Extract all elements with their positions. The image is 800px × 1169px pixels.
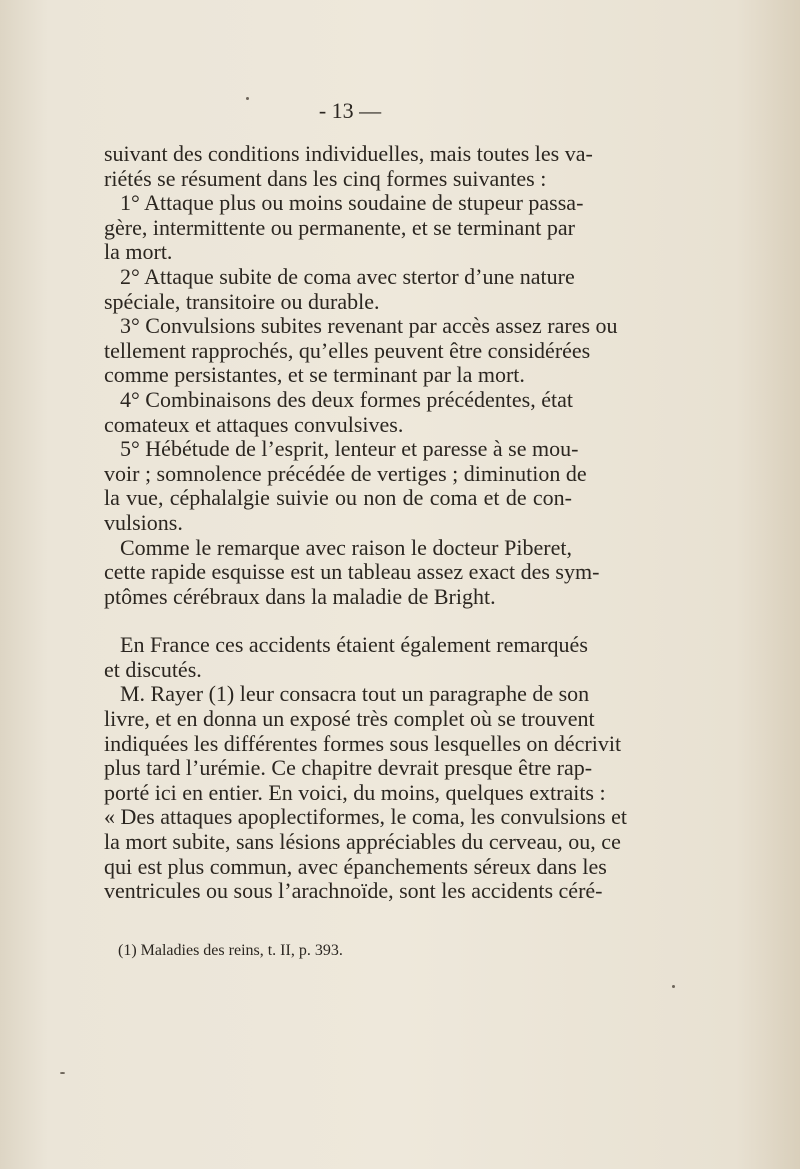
text-line: qui est plus commun, avec épanchements séreux dans les: [104, 853, 607, 879]
text-line: tellement rapprochés, qu’elles peuvent être considérées: [104, 337, 591, 363]
text-line: livre, et en donna un exposé très complet où se trouvent: [104, 706, 595, 732]
paper-speck: [60, 1072, 65, 1074]
text-line: suivant des conditions individuelles, mais toutes les va-: [104, 141, 593, 166]
text-line: et discutés.: [104, 656, 202, 682]
text-line: ventricules ou sous l’arachnoïde, sont les accidents céré-: [104, 878, 603, 904]
page-number: - 13 —: [318, 98, 382, 123]
text-line: Comme le remarque avec raison le docteur Piberet,: [120, 534, 572, 560]
text-line: la mort subite, sans lésions appréciables du cerveau, ou, ce: [104, 829, 621, 855]
text-line: 5° Hébétude de l’esprit, lenteur et paresse à se mou-: [120, 436, 579, 462]
text-line: riétés se résument dans les cinq formes suivantes :: [104, 165, 547, 191]
text-line: spéciale, transitoire ou durable.: [104, 288, 380, 314]
text-line: 4° Combinaisons des deux formes précédentes, état: [120, 386, 573, 412]
text-line: « Des attaques apoplectiformes, le coma, les convulsions et: [104, 804, 627, 830]
text-line: voir ; somnolence précédée de vertiges ; diminution de: [104, 460, 587, 486]
text-line: plus tard l’urémie. Ce chapitre devrait presque être rap-: [104, 755, 593, 781]
text-line: gère, intermittente ou permanente, et se terminant par: [104, 214, 575, 240]
paper-speck: [246, 97, 249, 100]
text-line: porté ici en entier. En voici, du moins, quelques extraits :: [104, 779, 606, 805]
text-line: comme persistantes, et se terminant par la mort.: [104, 362, 525, 388]
text-line: vulsions.: [104, 509, 183, 535]
text-line: la mort.: [104, 239, 173, 265]
text-line: ptômes cérébraux dans la maladie de Bright.: [104, 583, 496, 609]
text-line: M. Rayer (1) leur consacra tout un paragraphe de son: [120, 681, 590, 707]
paper-speck: [672, 985, 675, 988]
text-line: 3° Convulsions subites revenant par accès assez rares ou: [120, 313, 618, 339]
footnote: (1) Maladies des reins, t. II, p. 393.: [118, 942, 343, 959]
text-line: cette rapide esquisse est un tableau assez exact des sym-: [104, 559, 600, 585]
text-line: En France ces accidents étaient également remarqués: [120, 632, 588, 658]
body-text: [104, 141, 627, 904]
text-line: 1° Attaque plus ou moins soudaine de stupeur passa-: [120, 190, 584, 216]
text-line: comateux et attaques convulsives.: [104, 411, 404, 437]
text-line: la vue, céphalalgie suivie ou non de coma et de con-: [104, 485, 572, 511]
text-line: 2° Attaque subite de coma avec stertor d’une nature: [120, 263, 575, 289]
text-line: indiquées les différentes formes sous lesquelles on décrivit: [104, 730, 622, 756]
